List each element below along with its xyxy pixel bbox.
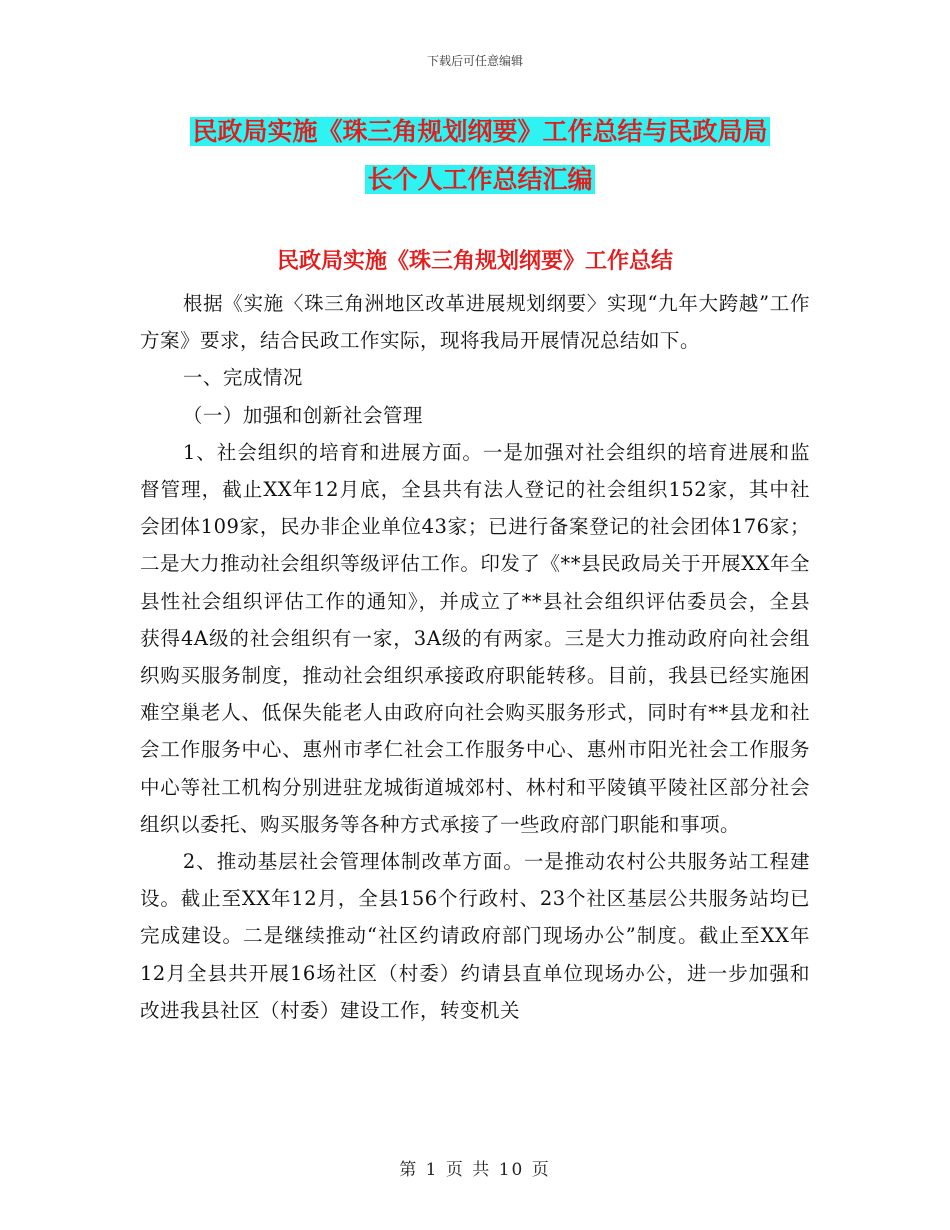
title-line-2: 长个人工作总结汇编 [367,165,593,194]
paragraph-intro: 根据《实施〈珠三角洲地区改革进展规划纲要〉实现“九年大跨越”工作方案》要求，结合民政工作实际，现将我局开展情况总结如下。 [140,292,810,353]
section-title: 民政局实施《珠三角规划纲要》工作总结 [276,248,673,274]
heading-social-management: （一）加强和创新社会管理 [182,403,423,427]
paragraph-social-organizations: 1、社会组织的培育和进展方面。一是加强对社会组织的培育进展和监督管理，截止XX年12月底，全县共有法人登记的社会组织152家，其中社会团体109家，民办非企业单位43家；已进行备案登记的社会团体176家；二是大力推动社会组织等级评估工作。印发了《**县民政局关于开展XX年全县性社会组织评估工作的通知》，并成立了**县社会组织评估委员会，全县获得4A级的社会组织有一家，3A级的有两家。三是大力推动政府向社会组织购买服务制度，推动社会组织承接政府职能转移。目前，我县已经实施困难空巢老人、低保失能老人由政府向社会购买服务形式，同时有**县龙和社会工作服务中心、惠州市孝仁社会工作服务中心、惠州市阳光社会工作服务中心等社工机构分别进驻龙城街道城郊村、林村和平陵镇平陵社区部分社会组织以委托、购买服务等各种方式承接了一些政府部门职能和事项。 [140,440,810,836]
title-line-1: 民政局实施《珠三角规划纲要》工作总结与民政局局 [192,117,768,146]
paragraph-grassroots-reform: 2、推动基层社会管理体制改革方面。一是推动农村公共服务站工程建设。截止至XX年12月，全县156个行政村、23个社区基层公共服务站均已完成建设。二是继续推动“社区约请政府部门现场办公”制度。截止至XX年12月全县共开展16场社区（村委）约请县直单位现场办公，进一步加强和改进我县社区（村委）建设工作，转变机关 [140,850,810,1022]
document-body [140,285,810,1029]
page-header-note: 下载后可任意编辑 [426,54,523,68]
heading-completion-status: 一、完成情况 [182,366,303,390]
page-number: 第 1 页 共 10 页 [399,1160,551,1180]
document-title [140,108,820,204]
